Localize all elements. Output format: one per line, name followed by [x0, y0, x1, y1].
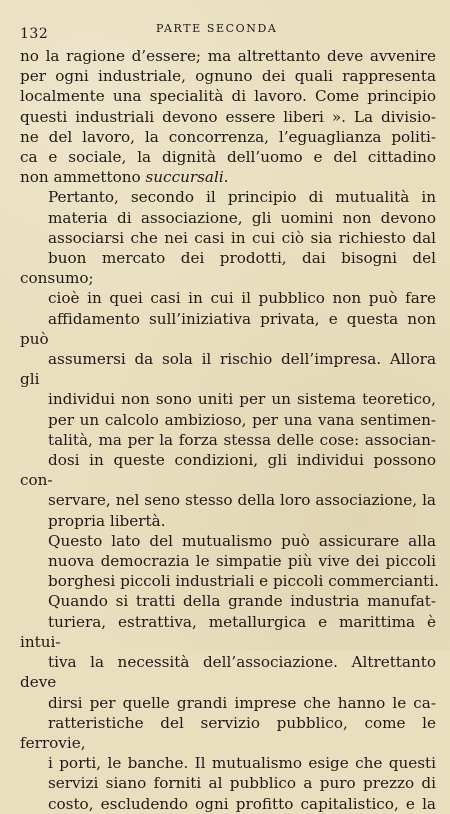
text-line: per un calcolo ambizioso, per una vana sentimen-: [48, 410, 436, 429]
text-line: materia di associazione, gli uomini non devono: [48, 208, 436, 227]
text-line: tiva la necessità dell’associazione. Altrettanto deve: [20, 653, 436, 692]
text-line: localmente una specialità di lavoro. Come principio: [20, 87, 436, 106]
text-line: costo, escludendo ogni profitto capitalistico, e la: [48, 794, 436, 813]
text-line: servare, nel seno stesso della loro associazione, la: [48, 491, 436, 510]
text-line: associarsi che nei casi in cui ciò sia richiesto dal: [48, 228, 436, 247]
text-line: per ogni industriale, ognuno dei quali rappresenta: [20, 67, 436, 86]
paragraph-1: [20, 46, 436, 187]
running-head: PARTE SECONDA: [156, 22, 278, 35]
text-line: ratteristiche del servizio pubblico, come le ferrovie,: [20, 713, 436, 752]
text-line: ne del lavoro, la concorrenza, l’eguaglianza politi-: [20, 127, 436, 146]
text-line: borghesi piccoli industriali e piccoli commercianti.: [48, 572, 439, 591]
text-line: questi industriali devono essere liberi ». La divisio-: [20, 107, 436, 126]
text-line: talità, ma per la forza stessa delle cose: associan-: [48, 430, 436, 449]
text-line: individui non sono uniti per un sistema teoretico,: [48, 390, 436, 409]
text-line: ca e sociale, la dignità dell’uomo e del cittadino: [20, 148, 436, 167]
text-line: no la ragione d’essere; ma altrettanto deve avvenire: [20, 47, 436, 65]
page-header: [20, 18, 436, 42]
text-line: propria libertà.: [48, 511, 166, 530]
page-number: 132: [20, 26, 49, 42]
page-body: [20, 46, 439, 814]
text-line: buon mercato dei prodotti, dai bisogni del consumo;: [20, 249, 436, 288]
paragraph-4: [20, 591, 436, 813]
italic-text: succursali.: [145, 168, 229, 187]
text-line: nuova democrazia le simpatie più vive dei piccoli: [48, 552, 436, 571]
text-line: Quando si tratti della grande industria manufat-: [48, 592, 436, 611]
text-line: cioè in quei casi in cui il pubblico non può fare: [48, 289, 436, 308]
text-line: assumersi da sola il rischio dell’impresa. Allora gli: [20, 350, 436, 389]
paragraph-2: [20, 187, 436, 530]
text-line: servizi siano forniti al pubblico a puro prezzo di: [48, 774, 436, 793]
text-line: [20, 167, 436, 187]
paragraph-3: [20, 531, 439, 592]
text-line: Pertanto, secondo il principio di mutualità in: [48, 188, 436, 207]
text-line: affidamento sull’iniziativa privata, e questa non può: [20, 309, 436, 348]
text-line: dosi in queste condizioni, gli individui possono con-: [20, 451, 436, 490]
text-line: i porti, le banche. Il mutualismo esige che questi: [48, 754, 436, 773]
text-line: Questo lato del mutualismo può assicurare alla: [48, 531, 436, 550]
text-line: turiera, estrattiva, metallurgica e marittima è intui-: [20, 612, 436, 651]
text-line: dirsi per quelle grandi imprese che hanno le ca-: [48, 693, 436, 712]
text-fragment: non ammettono: [20, 168, 146, 187]
